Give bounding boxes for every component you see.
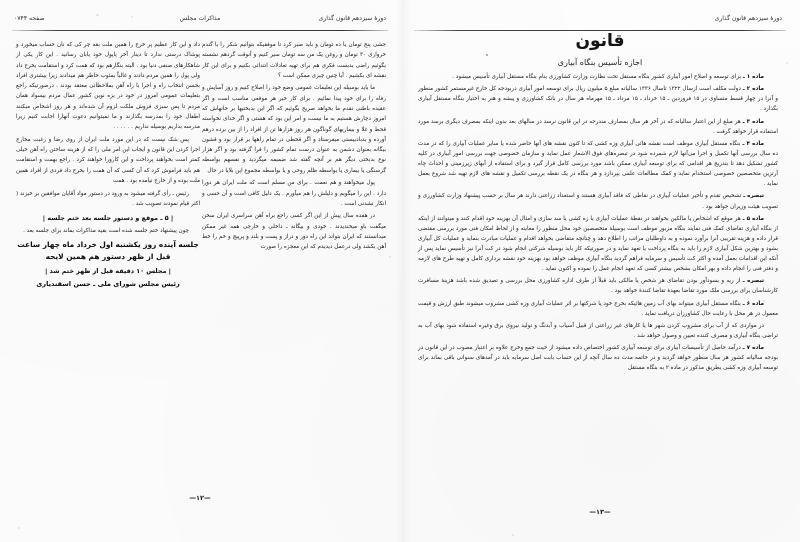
running-head-center: مذاکرات مجلس <box>179 15 221 22</box>
debate-column-left <box>16 40 200 502</box>
article-label: ماده ۲ ـ <box>742 86 764 93</box>
debate-paragraph: پول میخواهند و هم نعمت . برای من مسلم است که ملت ایران هر دورا دارد . این را میگویم و دلیلش را هم میآورم . یک دلیل کافی است و آن حسی و انکار نشدنی است . <box>202 180 386 207</box>
agenda-heading <box>16 213 200 223</box>
debate-column-right <box>202 40 386 502</box>
law-paragraph <box>418 321 778 341</box>
running-head-period-right: دورهٔ سیزدهم قانون گذاری <box>318 15 386 22</box>
article-label: ماده ۷ ـ <box>742 345 764 352</box>
article-text: برای توسعه و اصلاح امور آبیاری کشور بنگاه مستقل تحت نظارت وزارت کشاورزی بنام بنگاه مستقل آبیاری تأسیس میشود . <box>452 74 742 80</box>
law-body <box>418 72 778 376</box>
law-article <box>418 84 778 114</box>
right-running-head <box>0 15 400 29</box>
article-text: هر موقع که اشخاص یا مالکین بخواهند در نقطهٔ عملیات آبیاری یا زه کشی یا سد سازی و امثال آن بهزینه خود اقدام کنند و میتوانند از اینکه از بنگاه آبیاری تقاضای کمک فنی نمایند بنگاه مزبور موظف است بوسیلهٔ متخصصین خود محل منظور را معاینه و از لحاظ امکان فنی مورد بررسی مقتضی قرار داده و هزینه تقریبی آنرا برآورد نموده و به داوطلبان مراتب را اطلاع دهد و چنانچه متقاضی بخواهد اقدام و عملیات مبادرت بنماید و عملیات کل آبیاری بشود و بهترین شکل آبیاری لازم را باید به بنگاه پرداخت یا تعهد نماید و در صورتیکه کار باید بوسیله شرکتی انجام شود در کت آنرا نیز تأسیس نماید پس از آنکه این اقدامات بعمل آمده و اکثر کت تأسیس و سرمایه فراهم گردید بنگاه آبیاری موظف خواهد بود بهزینه خود نقشه برداری کامل و تهیه طرح های لازمه و دفتر فنی را انجام داده و بهر امکان بشخص بیشتر کسی که تعهد انجام عمل را نموده و اکنون نماید . <box>418 215 778 273</box>
article-text: هر مبلغ از این اعتبار سالیانه که در آخر هر سال بمصارف مندرجه در این قانون نرسد در سالهای بعد بدون اینکه بمصرف دیگری برسد مورد استفاده قرار خواهد گرفت . <box>418 118 778 135</box>
debate-paragraph: پس شک نیست که در این مورد ملت ایران از روی رضا و رغبت مخارج اجرا کردن این قانون و ایجاب این امر ملی را که از هزینه ساختن راه آهن خیلی کمتر است بخواهند پرداخت و این کارورا خواهند کرد . راجع بهمت و استقامت هم باید فراموش کرد که آن کسی که آن همت را بخرج داد فردی از افراد همین ملت بوده و از خارج نیامده بود . همت <box>16 136 200 185</box>
signature-text: رئیس مجلس شورای ملی ـ حسن اسفندیاری <box>36 280 180 289</box>
note-label: تبصره ـ <box>743 193 764 200</box>
debate-paragraph: در هفده سال پیش از این اگر کسی راجع براه آهن سراسری ایران سخن میگفت باو میخندیدند . خودی و بیگانه ـ داخلی و خارجی همه غیر ممکن میدانستند که ایران بتواند این راه دور و دراز و پست و بلند و پرپیچ و خم را خط آهن بکشد ولی درعمل دیدیدم که این معجزه را صورت <box>202 213 386 251</box>
next-session-note <box>16 239 200 262</box>
note-label: تبصره ـ <box>742 278 765 285</box>
article-label: ماده ۱ ـ <box>742 74 764 80</box>
article-label: ماده ۳ ـ <box>742 118 764 125</box>
debate-paragraph: داد و این کار عظیم پر خرج را همین ملت بقه چر کی که نان حساب میخورد و پوشاک درستی ندارد تا دینار آخر پاپول خود یابان رسانید . این کار یکی از شاهکارهای صنفی دنیا بود . البته بنگارهم بود که همت کرد و استقامت بخرج داد ولی پول را همین مردم دادند و غالباً بمئوب خاطر هم میدادند زیرا بیشتری افراد بحسن انتخاب راه و اجرا با راه آهن بملاحظاتی معتقد بودند . درصورتیکه راجع بتعلیمات عمومی امروز در خود در بزه نوین کشور عمال مردم بیسواد همان مردم تا پس سبزی فروش ملکت لزوم آن شده‌اند و هر روز اشخاص میکنند اطفال خود را بمدرسه بگذارند و ما نمیتوانیم دعوت آنهارا اجابت کنیم زیرا مدرسه بداریم بوسیله نداریم . . . . . . <box>16 42 200 131</box>
law-subtitle: اجازه تأسیس بنگاه آبیاری <box>557 58 643 67</box>
folio-left: —۱۳— <box>589 508 611 516</box>
article-label: ماده ۵ ـ <box>742 215 764 222</box>
running-head-page-number: صفحه ۰۷۴۴ <box>14 15 45 22</box>
speaker-turn-text: رئیس ـ رأی گرفته میشود به ورود در دستور مواد آقایان موافقین بر خیزند ( اکثر قیام نمودند تصویب شد . <box>16 190 200 207</box>
article-text: بنگاه مستقل آبیاری میتواند بهای آب زمین هائیکه بخرج خود یا شرکتها بر اثر عملیات آبیاری وزه کشی مشروب میشوند طبق ارزش و قیمت معمول در هر محل با رعایت حال کشاورزان دریافت نماید . <box>418 300 778 317</box>
debate-paragraph: جشی پنج تومان یا ده تومان و باید صبر کرد تا موفقیکه بتوانیم شکر را یا گندم خرواری ۳۰ تومان و روغن یک من سه تومان سیر کنیم و آنوقت گردهم نشسته بگوئیم راضی بدبست فکری هم برای تهیه تعادلات انتدائی بکنیم و برای این کار نقشه ای بکشیم . آیا چنین چیزی ممکن است ؟ <box>202 42 386 79</box>
left-page <box>400 0 800 542</box>
paragraph-text: در مواردی که از آب برای مشروب کردن شهر ها یا کارهای غیر زراعتی از قبیل آسیاب و آبدنگ و تولید نیروی برق وغیره استفاده شود بهای آب به تراضی بنگاه آبیاری و مصرف کننده تعیین و وصول خواهد شد . <box>418 322 778 339</box>
agenda-heading-text: | ۵ ـ موقع و دستور جلسه بعد ختم جلسه | <box>42 213 174 222</box>
law-article <box>418 72 778 82</box>
debate-paragraph: چون پیشنهاد ختم جلسه شده است بقیه مذاکرات بماند برای جلسه بعد . <box>23 227 189 234</box>
law-article <box>418 299 778 319</box>
note-text: از ریه و بسودآور بودن تقاضای هر شخص یا مالکی باید قبلاً از طرف اداره کشاورزی محل بررسی و تصدیق شده باشد هزینهٔ مسافرت کارشناسان برای بررسی ملک مورد تقاضا بعهدهٔ تقاضا کنندهٔ خواهد بود . <box>418 278 778 295</box>
folio-right: —۱۲— <box>189 494 211 502</box>
law-title: قانون <box>575 31 625 51</box>
debate-paragraph: ما باید بوسیله این تعلیمات عمومی وضع خود را اصلاح کنیم و روز آسایش و رفاه را برای خود پیدا نمائیم . برای کار خیر هر موقعی مناسب است و اگر عقیده باطنی نقدم ما بخواهد صریح بگوئیم که اگر این بدبختیها بر خانهاش که امروز دچارش هستیم به ما نیست و امر این بود که هستی و اگر خدای نخواسته قحط و غلا و بیماریهای گوناگون هر روز هزارها تن از افراد را از بین برده درهم آورده و بدبادبیستی میفرستاد و اگر قحطی در تمام راهها بر قرار بود و قشون بیگانه بعنوان دشمن به عنوان درست تمام کشور را فرا گرفته بود و اگر هزار نوع بدبختی دیگر هم بر آنچه گفته شد ضمیمه میگردید و نفسهم بواسطه گرسنگی یا بیماری یا بواسطه ظلم روحی و یا بواسطه مجموع این بلایا در حال <box>202 85 386 174</box>
law-article <box>418 117 778 137</box>
article-text: درآمد حاصل از تأسیسات آبیاری برای توسعه آبیاری کشور اختصاص داده میشود از حیث جمع وخرج علاوه بر اعتبار مصوب در این قانون در بودجه سالیانه کشور هر سال منظور خواهد گردید و در خاتمه مدت ده سال آنچه از این حساب بابت اصل سرمایه باید در آمدهای سنوانی باقی بماند برای توسعه آبیاری وزه کشی بطریق مذکور در ماده ۲ به بنگاه مستقل <box>418 345 778 372</box>
law-article <box>418 214 778 275</box>
running-head-period-left: دورهٔ سیزدهم قانون گذاری <box>714 15 782 22</box>
ink-speck <box>486 54 488 56</box>
law-article <box>418 343 778 373</box>
left-running-head <box>400 15 800 29</box>
law-article <box>418 139 778 189</box>
debate-columns <box>16 40 386 502</box>
next-session-text: جلسه آینده روز یکشنبه اول خرداد ماه چهار ساعت قبل از ظهر دستور هم همین لایحه <box>17 240 199 261</box>
adjournment-text: | مجلس ۱۰ دقیقه قبل از ظهر ختم شد | <box>44 266 172 275</box>
note-text: تشخیص تقدم و تأخیر عملیات آبیاری در نقاطی که فاقد آبیاری هستند و استعداد زراعتی دارند هر سال بر حسب پیشنهاد وزارت کشاورزی و تصویب هیئت وزیران خواهد بود . <box>418 193 778 210</box>
article-text: بنگاه مستقل آبیاری موظف است نقشه هائی آبیاری وزه کشی که تا کنون نقشه های آنها حاضر شده یا سایر عملیات آبیاری را که در مدت ده سال بررسی آنها تکمیل و اجرا می‌آنها لازم شمرده شود در تبصره‌های فوق الاشعار عمل نماید و سازمان خصوصی جهت بررسی امور آبیاری در کلیه کشور تشکیل دهد تا بتدریج هر اقدامی که برای توسعه آبیاری ممکن باشد مورد بررسی کامل قرار گیرد و برای استفاده از آبهای زیرزمینی و احداث چاه آرتزین متخصصین خصوصی استخدام نماید و کمک مطالعات علمی بپردازد و هر بنگاه در یک نقطه بررسی تکمیل و نقشه های لازم تهیه شد شروع بعمل نماید . <box>418 140 778 188</box>
header-rule-right <box>12 30 388 31</box>
adjournment-heading <box>16 266 200 276</box>
debate-speaker-line <box>16 189 200 210</box>
article-label: ماده ۴ ـ <box>742 140 764 147</box>
signature-block <box>16 279 200 289</box>
article-label: ماده ۶ ـ <box>742 300 764 307</box>
law-note <box>418 276 778 296</box>
law-note <box>418 191 778 211</box>
article-text: دولت مکلف است ازسال ۱۳۲۲ تاسال ۱۳۳۶ سالیانه مبلغ ۵ میلیون ریال برای توسعه امور آبیاری دربودجه کل خارج غیرمستمر کشور منظور و آنرا در چهار قسط متساوی در ۱۵ فروردین ـ ۱۵ خرداد ـ ۱۵ مرداد ـ ۱۵ مهرماه هر سال در بانک کشاورزی و پیشه و هنر به اختیار بنگاه مستقل آبیاری بگذارد . <box>418 86 778 113</box>
